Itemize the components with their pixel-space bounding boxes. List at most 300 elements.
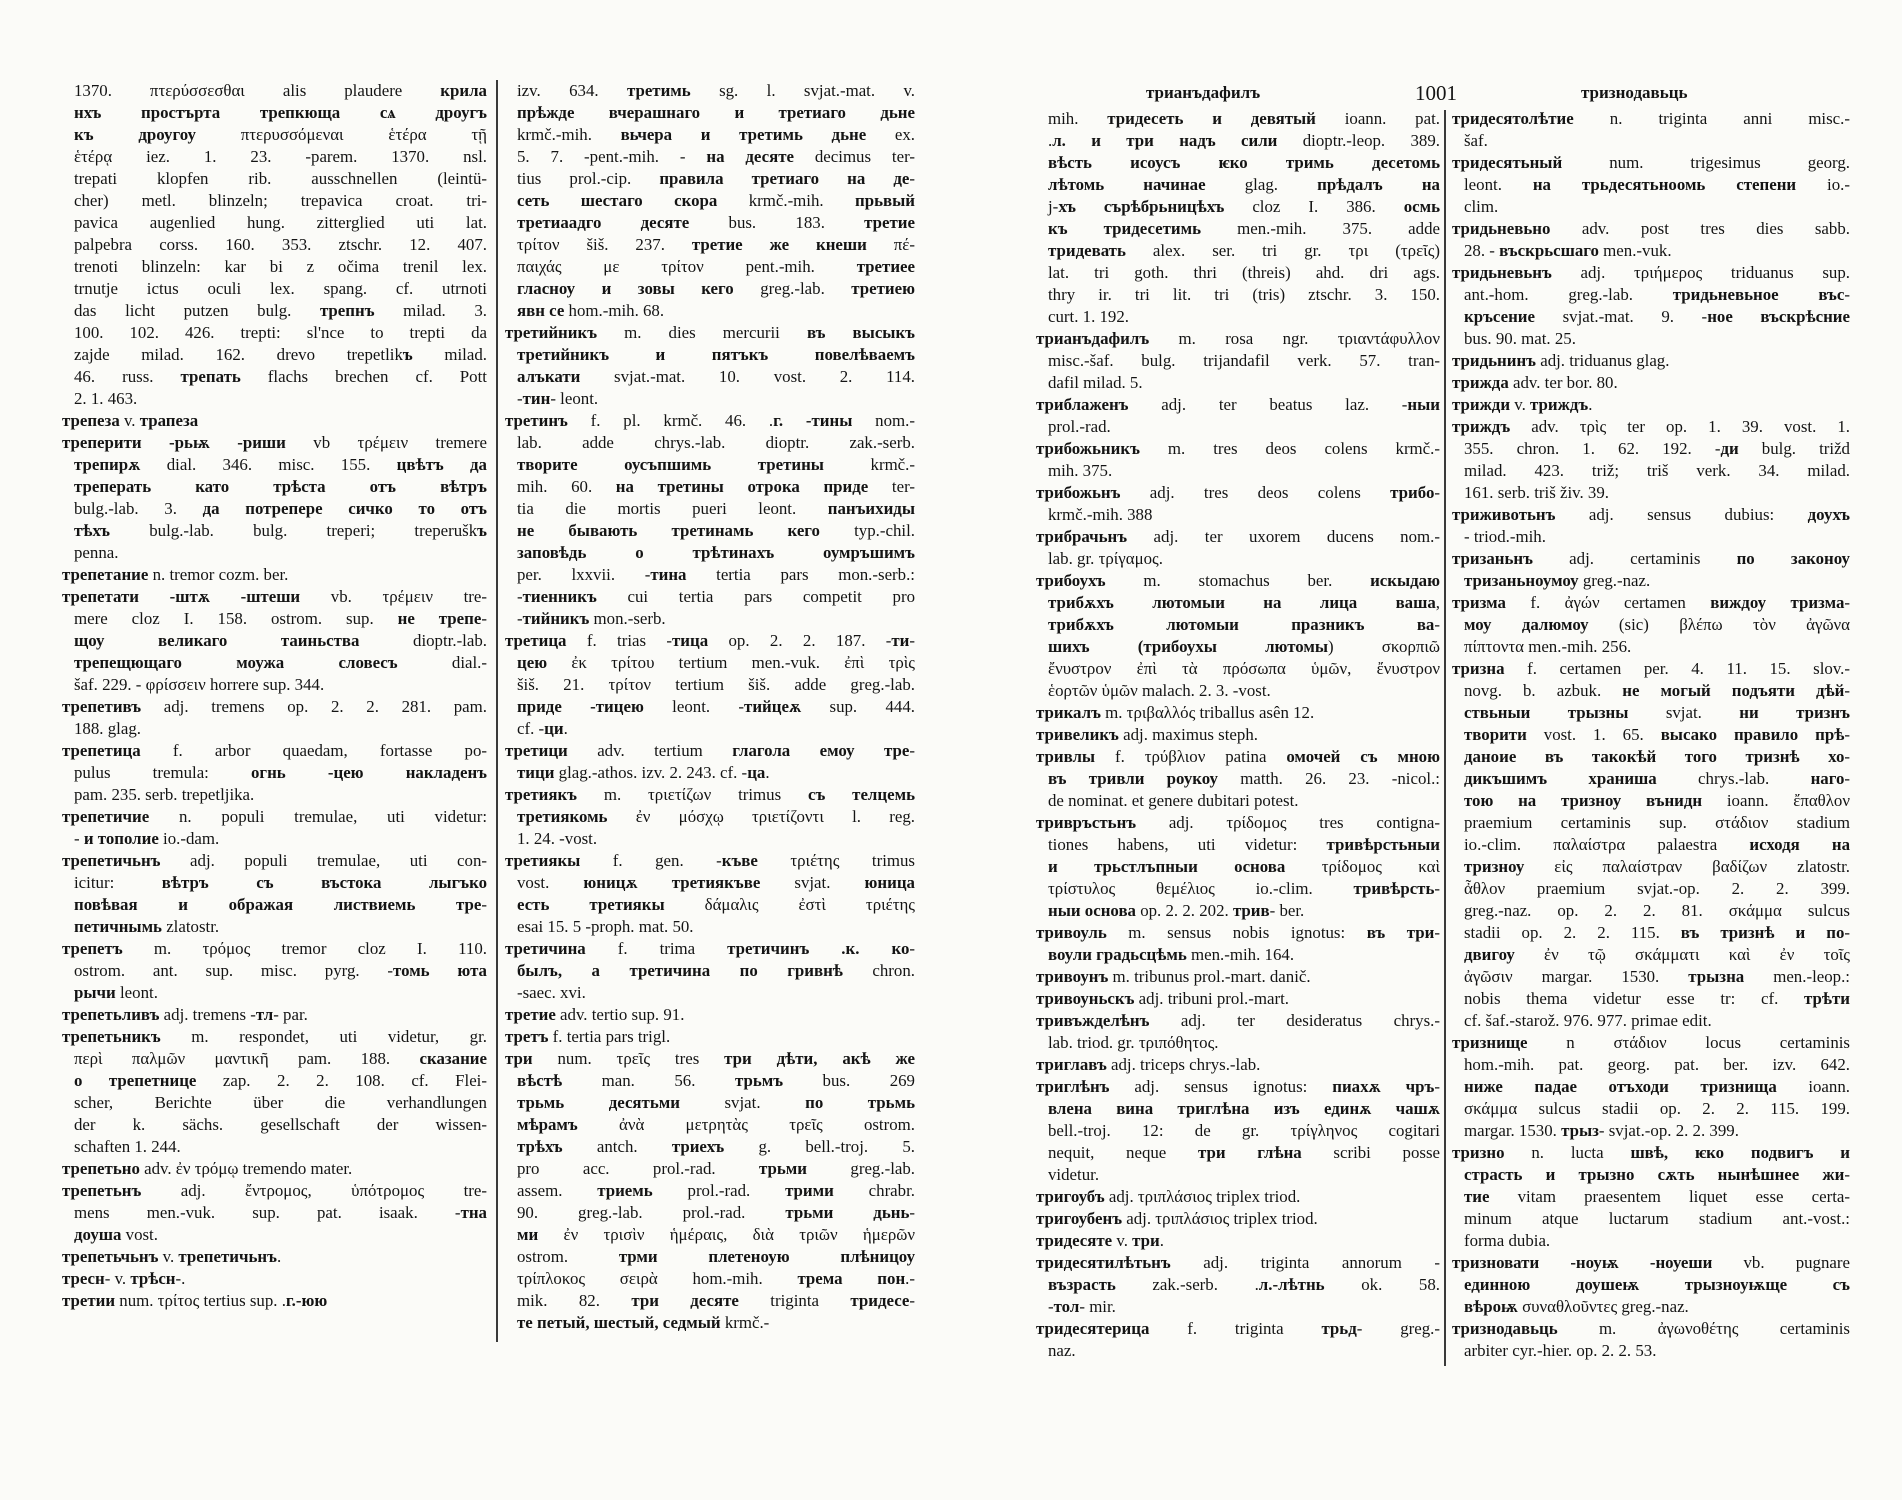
slavonic-text: триглавъ xyxy=(1036,1055,1107,1074)
entry-headword-line: трепетьливъ adj. tremens -тл- par. xyxy=(62,1005,308,1024)
text-line: -тийникъ mon.-serb. xyxy=(517,609,666,628)
text-line: tia die mortis pueri leont. панъихиды xyxy=(517,499,915,518)
dictionary-entry xyxy=(1452,350,1850,372)
entry-headword-line: третие adv. tertio sup. 91. xyxy=(505,1005,685,1024)
entry-headword-line: трижда adv. ter bor. 80. xyxy=(1452,373,1618,392)
text-line: novg. b. azbuk. не могый подъяти дѣй- xyxy=(1464,681,1850,700)
text-line: 188. glag. xyxy=(74,719,141,738)
dictionary-entry xyxy=(1452,1142,1850,1252)
entry-headword-line: тригоубенъ adj. τριπλάσιος triplex triod. xyxy=(1036,1209,1318,1228)
slavonic-text: ти xyxy=(891,631,910,650)
dictionary-entry xyxy=(62,806,487,850)
slavonic-text: третие же кнеши xyxy=(691,235,867,254)
entry-headword-line: трикалъ m. τριβαλλός triballus asên 12. xyxy=(1036,703,1315,722)
page-number: 1001 xyxy=(1415,81,1457,105)
slavonic-text: третъ xyxy=(505,1027,549,1046)
text-line: о трепетнице zap. 2. 2. 108. cf. Flei- xyxy=(74,1071,487,1090)
dictionary-entry xyxy=(1036,1076,1440,1186)
entry-headword-line: тригоубъ adj. τριπλάσιος triplex triod. xyxy=(1036,1187,1301,1206)
slavonic-text: ди xyxy=(1720,439,1739,458)
slavonic-text: явн се xyxy=(517,301,565,320)
text-line: третиякомь ἐν μόσχῳ τριετίζοντι l. reg. xyxy=(517,807,915,826)
text-line: cf. šaf.-starož. 976. 977. primae edit. xyxy=(1464,1011,1712,1030)
dictionary-entry xyxy=(1036,570,1440,702)
text-line: minum atque luctarum stadium ant.-vost.: xyxy=(1464,1209,1850,1228)
text-line: leont. на трьдесятьноомь степени io.- xyxy=(1464,175,1850,194)
entry-headword-line: трепетичьнъ adj. populi tremulae, uti con- xyxy=(62,851,487,870)
text-line: nequit, neque три глѣна scribi posse xyxy=(1048,1143,1440,1162)
text-line: greg.-naz. op. 2. 2. 81. σκάμμα sulcus xyxy=(1464,901,1850,920)
slavonic-text: ми xyxy=(517,1225,539,1244)
dictionary-entry xyxy=(1036,922,1440,966)
slavonic-text: трибожьнъ xyxy=(1036,483,1121,502)
slavonic-text: ныи xyxy=(1407,395,1440,414)
dictionary-entry xyxy=(1452,262,1850,350)
text-line: моу далюмоу (sic) βλέπω τὸν ἀγῶνα xyxy=(1464,615,1851,634)
slavonic-text: три дѣти, акѣ же xyxy=(724,1049,916,1068)
text-line: krmč.-mih. 388 xyxy=(1048,505,1153,524)
text-line: pulus tremula: огнь -цею накладенъ xyxy=(74,763,487,782)
dictionary-entry xyxy=(1452,504,1850,548)
slavonic-text: трепетъ xyxy=(62,939,123,958)
dictionary-entry xyxy=(62,564,487,586)
slavonic-text: алъкати xyxy=(517,367,581,386)
text-line: ствьныи трызны svjat. ни тризнъ xyxy=(1464,703,1850,722)
dictionary-entry xyxy=(1036,1208,1440,1230)
entry-headword-line: трепетьно adv. ἐν τρόμῳ tremendo mater. xyxy=(62,1159,353,1178)
dictionary-entry xyxy=(1036,1318,1440,1362)
slavonic-text: тие xyxy=(1464,1187,1490,1206)
text-line: тризноу εἰς παλαίστραν βαδίζων zlatostr. xyxy=(1464,857,1850,876)
dictionary-entry xyxy=(1452,218,1850,262)
slavonic-text: третимь xyxy=(626,81,691,100)
dictionary-entry xyxy=(62,1290,487,1312)
text-line: мѣрамъ ἀνὰ μετρητὰς τρεῖς ostrom. xyxy=(517,1115,915,1134)
entry-headword-line: трепетичие n. populi tremulae, uti videtur: xyxy=(62,807,487,826)
slavonic-text: трикалъ xyxy=(1036,703,1101,722)
text-line: - и тополие io.-dam. xyxy=(74,829,220,848)
slavonic-text: даноие въ такокѣй того тризнѣ хо xyxy=(1464,747,1845,766)
entry-continuation xyxy=(505,80,915,322)
slavonic-text: г. -тины xyxy=(773,411,853,430)
text-line: trnutje ictus oculi lex. spang. cf. utrnoti xyxy=(74,279,487,298)
dictionary-entry xyxy=(505,784,915,850)
slavonic-text: по трьмь xyxy=(805,1093,915,1112)
text-line: воули градьсцѣмь men.-mih. 164. xyxy=(1048,945,1295,964)
entry-headword-line: тридьневьно adv. post tres dies sabb. xyxy=(1452,219,1850,238)
text-line: тою на тризноу вънидн ioann. ἔπαθλον xyxy=(1464,791,1850,810)
text-line: вѣроѭ συναθλοῦντες greg.-naz. xyxy=(1464,1297,1689,1316)
slavonic-text: трибоухъ xyxy=(1036,571,1106,590)
entry-headword-line: третичина f. trima третичинъ .к. ко- xyxy=(505,939,915,958)
dictionary-entry xyxy=(1452,152,1850,218)
text-line: penna. xyxy=(74,543,119,562)
text-line: pam. 235. serb. trepetljika. xyxy=(74,785,255,804)
slavonic-text: трижди xyxy=(1452,395,1511,414)
slavonic-text: трепетьчьнъ xyxy=(62,1247,159,1266)
slavonic-text: тица xyxy=(672,631,709,650)
text-line: pavica augenlied hung. zitterglied uti lat. xyxy=(74,213,487,232)
slavonic-text: страсть и трызно сѫть нынѣшнее жи xyxy=(1464,1165,1845,1184)
text-line: ἀγῶσιν margar. 1530. трызна men.-leop.: xyxy=(1464,967,1850,986)
text-line: доуша vost. xyxy=(74,1225,158,1244)
text-line: повѣвая и ображая листвиемь тре- xyxy=(74,895,487,914)
text-line: margar. 1530. трыз- svjat.-op. 2. 2. 399. xyxy=(1464,1121,1739,1140)
slavonic-text: воули градьсцѣмь xyxy=(1048,945,1187,964)
text-line: praemium certaminis sup. στάδιον stadium xyxy=(1464,813,1850,832)
column-rule xyxy=(496,80,498,1342)
text-line: misc.-šaf. bulg. trijandafil verk. 57. tran- xyxy=(1048,351,1440,370)
slavonic-text: тригоубенъ xyxy=(1036,1209,1123,1228)
slavonic-text: цвѣтъ да xyxy=(396,455,487,474)
text-line: - triod.-mih. xyxy=(1464,527,1546,546)
slavonic-text: дикъшимъ храниша xyxy=(1464,769,1657,788)
entry-headword-line: трепетивъ adj. tremens op. 2. 2. 281. pam. xyxy=(62,697,487,716)
slavonic-text: трѣхъ xyxy=(517,1137,563,1156)
slavonic-text: трьми xyxy=(759,1159,808,1178)
text-column-3 xyxy=(1036,108,1440,1362)
text-line: mih. тридесеть и девятый ioann. pat. xyxy=(1048,109,1440,128)
slavonic-text: прѣдалъ на xyxy=(1317,175,1440,194)
dictionary-entry xyxy=(1452,1252,1850,1318)
text-line: алъкати svjat.-mat. 10. vost. 2. 114. xyxy=(517,367,915,386)
dictionary-entry xyxy=(1036,702,1440,724)
slavonic-text: трѣти xyxy=(1804,989,1850,1008)
slavonic-text: прѣжде вчерашнаго и третиаго дьне xyxy=(517,103,915,122)
entry-headword-line: трибожьнъ adj. tres deos colens трибо- xyxy=(1036,483,1440,502)
slavonic-text: на третины отрока приде xyxy=(615,477,869,496)
entry-headword-line: тривъжделѣнъ adj. ter desideratus chrys.- xyxy=(1036,1011,1440,1030)
slavonic-text: трепетивъ xyxy=(62,697,142,716)
text-line xyxy=(505,542,915,564)
text-line: те петый, шестый, седмый krmč.- xyxy=(517,1313,770,1332)
slavonic-text: искыдаю xyxy=(1370,571,1440,590)
entry-headword-line: тризна f. certamen per. 4. 11. 15. slov.- xyxy=(1452,659,1850,678)
text-line: вѣстѣ man. 56. трьмъ bus. 269 xyxy=(517,1071,915,1090)
text-line: щоу великаго таиньства dioptr.-lab. xyxy=(74,631,487,650)
slavonic-text: тридесятерица xyxy=(1036,1319,1150,1338)
slavonic-text: цею xyxy=(517,653,548,672)
slavonic-text: трибѫхъ лютомыи на лица ваша xyxy=(1048,593,1436,612)
text-line: bus. 90. mat. 25. xyxy=(1464,329,1576,348)
text-line: тици glag.-athos. izv. 2. 243. cf. -ца. xyxy=(517,763,770,782)
slavonic-text: ниже падае отъходи тризнища xyxy=(1464,1077,1777,1096)
slavonic-text: триглѣнъ xyxy=(1036,1077,1110,1096)
slavonic-text: шихъ (трибоухы лютомы xyxy=(1048,637,1329,656)
text-line: ми ἐν τρισὶν ἡμέραις, διὰ τριῶν ἡμερῶν xyxy=(517,1225,915,1244)
entry-headword-line: тридесятолѣтие n. triginta anni misc.- xyxy=(1452,109,1850,128)
slavonic-text: трибрачьнъ xyxy=(1036,527,1128,546)
text-line: трибѫхъ лютомыи празникъ ва- xyxy=(1048,615,1440,634)
entry-headword-line: триждъ adv. τρὶς ter op. 1. 39. vost. 1. xyxy=(1452,417,1850,436)
slavonic-text: въ высыкъ xyxy=(806,323,916,342)
text-line: къ дроугоу πτερυσσόμεναι ἑτέρα τῇ xyxy=(74,125,487,144)
dictionary-entry xyxy=(1036,812,1440,922)
text-line: palpebra corss. 160. 353. ztschr. 12. 407. xyxy=(74,235,487,254)
text-line: .л. и три надъ сили dioptr.-leop. 389. xyxy=(1048,131,1440,150)
slavonic-text: третици xyxy=(505,741,568,760)
dictionary-entry xyxy=(1452,1318,1850,1362)
text-line: лѣтомь начинае glag. прѣдалъ на xyxy=(1048,175,1440,194)
text-line: страсть и трызно сѫть нынѣшнее жи- xyxy=(1464,1165,1850,1184)
dictionary-entry xyxy=(505,1004,915,1026)
slavonic-text: вѣсть исоусъ ѥко тримь десетомь xyxy=(1048,153,1440,172)
text-line: io.-clim. παλαίστρα palaestra исходя на xyxy=(1464,835,1851,854)
text-line xyxy=(1036,1098,1440,1120)
entry-headword-line: тривоуль m. sensus nobis ignotus: въ три- xyxy=(1036,923,1441,942)
text-line: и трьстлъпныи основа τρίδομος καὶ xyxy=(1048,857,1441,876)
text-line: naz. xyxy=(1048,1341,1076,1360)
slavonic-text: трепать xyxy=(180,367,241,386)
dictionary-entry xyxy=(1036,746,1440,812)
text-line: schaften 1. 244. xyxy=(74,1137,181,1156)
slavonic-text: тридесеть и девятый xyxy=(1107,109,1316,128)
text-line: ἔνυστρον ἐπὶ τὰ πρόσωπα ὑμῶν, ἔνυστρον xyxy=(1048,659,1440,678)
text-line: lab. triod. gr. τριπόθητος. xyxy=(1048,1033,1219,1052)
text-line xyxy=(62,476,487,498)
slavonic-text: тл xyxy=(255,1005,274,1024)
text-line: дикъшимъ храниша chrys.-lab. наго- xyxy=(1464,769,1850,788)
text-line: тѣхъ bulg.-lab. bulg. treperi; treperuškъ xyxy=(74,521,487,540)
slavonic-text: высако правило прѣ xyxy=(1660,725,1845,744)
text-line: 161. serb. triš živ. 39. xyxy=(1464,483,1609,502)
slavonic-text: третие xyxy=(505,1005,556,1024)
entry-headword-line: трепетьнъ adj. ἔντρομος, ὑπότρομος tre- xyxy=(62,1181,487,1200)
slavonic-text: три глѣна xyxy=(1197,1143,1302,1162)
slavonic-text: третиякъ xyxy=(505,785,578,804)
text-line: тие vitam praesentem liquet esse certa- xyxy=(1464,1187,1850,1206)
slavonic-text: трепетьно xyxy=(62,1159,140,1178)
slavonic-text: кръсение xyxy=(1464,307,1536,326)
slavonic-text: сказание xyxy=(419,1049,487,1068)
entry-headword-line: тризнодавьць m. ἀγωνοθέτης certaminis xyxy=(1452,1319,1850,1338)
slavonic-text: въ тризнѣ и по xyxy=(1680,923,1845,942)
slavonic-text: правила третиаго на де xyxy=(659,169,910,188)
slavonic-text: тридесятолѣтие xyxy=(1452,109,1574,128)
entry-headword-line: тридесятерица f. triginta трьд- greg.- xyxy=(1036,1319,1440,1338)
text-line: hom.-mih. pat. georg. pat. ber. izv. 642. xyxy=(1464,1055,1850,1074)
slavonic-text: вьчера и третимь дьне xyxy=(620,125,867,144)
slavonic-text: творити xyxy=(1464,725,1527,744)
text-line xyxy=(62,102,487,124)
slavonic-text: сеть шестаго скора xyxy=(517,191,718,210)
text-line: 1370. πτερύσσεσθαι alis plaudere крила xyxy=(74,81,487,100)
slavonic-text: г.-юю xyxy=(285,1291,328,1310)
text-line: трепирѫ dial. 346. misc. 155. цвѣтъ да xyxy=(74,455,487,474)
text-line: третиаадго десяте bus. 183. третие xyxy=(517,213,915,232)
slavonic-text: нхъ простърта трепкюща сѧ дроугъ xyxy=(74,103,487,122)
text-line: трибѫхъ лютомыи на лица ваша, xyxy=(1048,593,1440,612)
text-line: гласноу и зовы кего greg.-lab. третиею xyxy=(517,279,916,298)
slavonic-text: творите оусъпшимь третины xyxy=(517,455,824,474)
dictionary-entry xyxy=(1036,1230,1440,1252)
text-line: възрасть zak.-serb. .л.-лѣтнь ok. 58. xyxy=(1048,1275,1440,1294)
text-line: stadii op. 2. 2. 115. въ тризнѣ и по- xyxy=(1464,923,1850,942)
text-line: цею ἐκ τρίτου tertium men.-vuk. ἐπὶ τρὶς xyxy=(517,653,915,672)
entry-headword-line: третици adv. tertium глагола емоу тре- xyxy=(505,741,915,760)
slavonic-text: въскрьсшаго xyxy=(1499,241,1599,260)
entry-headword-line: тресн- v. трѣсн-. xyxy=(62,1269,186,1288)
text-line: τρίπλοκος σειρὰ hom.-mih. трема пон.- xyxy=(517,1269,916,1288)
text-line xyxy=(505,102,915,124)
text-line: das licht putzen bulg. трепнъ milad. 3. xyxy=(74,301,487,320)
entry-headword-line: третъ f. tertia pars trigl. xyxy=(505,1027,671,1046)
slavonic-text: трызна xyxy=(1688,967,1745,986)
slavonic-text: тризна xyxy=(1452,659,1505,678)
text-line: творити vost. 1. 65. высако правило прѣ- xyxy=(1464,725,1850,744)
right-page xyxy=(951,0,1902,1500)
text-line: τρίστυλος θεμέλιος io.-clim. тривѣрсть- xyxy=(1048,879,1440,898)
slavonic-text: л.-лѣтнь xyxy=(1258,1275,1325,1294)
text-line: cher) metl. blinzeln; trepavica croat. tri- xyxy=(74,191,487,210)
slavonic-text: тридьневьное въс xyxy=(1672,285,1845,304)
text-line: ostrom. ant. sup. misc. pyrg. -томь юта xyxy=(74,961,487,980)
text-column-2 xyxy=(505,80,915,1334)
text-line: ныи основа op. 2. 2. 202. трив- ber. xyxy=(1048,901,1305,920)
text-line: vost. юницѫ третиякъве svjat. юница xyxy=(517,873,915,892)
column-rule xyxy=(1444,110,1446,1366)
slavonic-text: трепетичьнъ xyxy=(62,851,161,870)
text-line: ἑορτῶν ὑμῶν malach. 2. 3. -vost. xyxy=(1048,681,1271,700)
entry-headword-line: третинъ f. pl. krmč. 46. .г. -тины nom.- xyxy=(505,411,915,430)
slavonic-text: третиякы xyxy=(505,851,581,870)
slavonic-text: въ три xyxy=(1366,923,1435,942)
slavonic-text: крила xyxy=(440,81,487,100)
text-line: 2. 1. 463. xyxy=(74,389,138,408)
text-line: izv. 634. третимь sg. l. svjat.-mat. v. xyxy=(517,81,915,100)
entry-headword-line: трепетица f. arbor quaedam, fortasse po- xyxy=(62,741,487,760)
dictionary-entry xyxy=(505,850,915,938)
text-line: der k. sächs. gesellschaft der wissen- xyxy=(74,1115,487,1134)
entry-continuation xyxy=(1036,108,1440,328)
text-line: σκάμμα sulcus stadii op. 2. 2. 115. 199. xyxy=(1464,1099,1850,1118)
slavonic-text: трими xyxy=(785,1181,834,1200)
slavonic-text: не могый подъяти дѣй xyxy=(1622,681,1845,700)
text-line: περὶ παλμῶν μαντικῆ pam. 188. сказание xyxy=(74,1049,487,1068)
slavonic-text: съ телцемь xyxy=(808,785,915,804)
slavonic-text: тризновати -ноуѭ -ноуеши xyxy=(1452,1253,1713,1272)
slavonic-text: тридесе xyxy=(850,1291,910,1310)
slavonic-text: исходя на xyxy=(1749,835,1851,854)
dictionary-entry xyxy=(62,1026,487,1158)
text-line: bell.-troj. 12: de gr. τρίγληνος cogitari xyxy=(1048,1121,1440,1140)
slavonic-text: въ тривли роукоу xyxy=(1048,769,1218,788)
text-line: ниже падае отъходи тризнища ioann. xyxy=(1464,1077,1850,1096)
text-line: 1. 24. -vost. xyxy=(517,829,598,848)
slavonic-text: тризаньнъ xyxy=(1452,549,1533,568)
text-line: krmč.-mih. вьчера и третимь дьне ex. xyxy=(517,125,915,144)
slavonic-text: повѣвая и ображая листвиемь тре xyxy=(74,895,482,914)
slavonic-text: ци xyxy=(544,719,564,738)
slavonic-text: третица xyxy=(505,631,567,650)
dictionary-entry xyxy=(505,1048,915,1334)
text-line: icitur: вѣтръ съ въстока лыгъко xyxy=(74,873,487,892)
slavonic-text: къве xyxy=(721,851,758,870)
slavonic-text: единною доушеѭ трызноуѭще съ xyxy=(1464,1275,1850,1294)
slavonic-text: пиахѫ чръ xyxy=(1332,1077,1435,1096)
text-line: явн се hom.-mih. 68. xyxy=(517,301,665,320)
dictionary-entry xyxy=(505,938,915,1004)
slavonic-text: тридьневьно xyxy=(1452,219,1551,238)
slavonic-text: двигоу xyxy=(1464,945,1515,964)
slavonic-text: възрасть xyxy=(1048,1275,1116,1294)
entry-headword-line: тридьневьнъ adj. τριήμερος triduanus sup. xyxy=(1452,263,1850,282)
slavonic-text: третиее xyxy=(856,257,915,276)
dictionary-entry xyxy=(1036,724,1440,746)
slavonic-text: третичина xyxy=(505,939,586,958)
slavonic-text: третийникъ xyxy=(505,323,598,342)
slavonic-text: тривѣрсть xyxy=(1353,879,1435,898)
slavonic-text: не трепе xyxy=(397,609,482,628)
slavonic-text: доухъ xyxy=(1807,505,1850,524)
slavonic-text: и трьстлъпныи основа xyxy=(1048,857,1286,876)
text-line: tius prol.-cip. правила третиаго на де- xyxy=(517,169,915,188)
text-line: assem. триемь prol.-rad. трими chrabr. xyxy=(517,1181,915,1200)
slavonic-text: мѣрамъ xyxy=(517,1115,578,1134)
text-line: -тин- leont. xyxy=(517,389,599,408)
text-line: nobis thema videtur esse tr: cf. трѣти xyxy=(1464,989,1850,1008)
dictionary-entry xyxy=(1036,966,1440,988)
text-line: 28. - въскрьсшаго men.-vuk. xyxy=(1464,241,1672,260)
slavonic-text: гласноу и зовы кего xyxy=(517,279,734,298)
slavonic-text: третиаадго десяте xyxy=(517,213,690,232)
dictionary-entry xyxy=(62,1268,487,1290)
slavonic-text: тризнодавьць xyxy=(1452,1319,1558,1338)
entry-headword-line: трепетание n. tremor cozm. ber. xyxy=(62,565,289,584)
slavonic-text: тризаньноумоу xyxy=(1464,571,1579,590)
text-line: ἆθλον praemium svjat.-op. 2. 2. 399. xyxy=(1464,879,1850,898)
slavonic-text: тийцеѫ xyxy=(744,697,802,716)
text-line: 46. russ. трепать flachs brechen cf. Pott xyxy=(74,367,487,386)
dictionary-entry xyxy=(1452,372,1850,394)
entry-headword-line: третица f. trias -тица op. 2. 2. 187. -ти- xyxy=(505,631,915,650)
dictionary-entry xyxy=(505,322,915,410)
slavonic-text: третинъ xyxy=(505,411,568,430)
dictionary-entry xyxy=(1452,1032,1850,1142)
dictionary-entry xyxy=(1036,394,1440,438)
slavonic-text: тривлы xyxy=(1036,747,1096,766)
dictionary-entry xyxy=(62,938,487,1004)
slavonic-text: панъихиды xyxy=(827,499,915,518)
entry-continuation xyxy=(62,80,487,410)
dictionary-entry xyxy=(1036,438,1440,482)
text-line: mens men.-vuk. sup. pat. isaak. -тна xyxy=(74,1203,487,1222)
dictionary-entry xyxy=(62,850,487,938)
text-line: dafil milad. 5. xyxy=(1048,373,1143,392)
entry-headword-line: тризнище n στάδιον locus certaminis xyxy=(1452,1033,1850,1052)
slavonic-text: трепетица xyxy=(62,741,141,760)
slavonic-text: три xyxy=(1132,1231,1160,1250)
entry-headword-line: триглавъ adj. triceps chrys.-lab. xyxy=(1036,1055,1261,1074)
text-line: milad. 423. triž; triš verk. 34. milad. xyxy=(1464,461,1850,480)
slavonic-text: трибо xyxy=(1390,483,1435,502)
text-line: не бывають третинамь кего typ.-chil. xyxy=(517,521,915,540)
slavonic-text: л. и три надъ сили xyxy=(1052,131,1278,150)
slavonic-text: тиенникъ xyxy=(522,587,597,606)
slavonic-text: трепещющаго моужа словесъ xyxy=(74,653,398,672)
text-line: prol.-rad. xyxy=(1048,417,1111,436)
slavonic-text: осмь xyxy=(1403,197,1441,216)
slavonic-text: швѣ, ѥко подвигъ и xyxy=(1630,1143,1850,1162)
slavonic-text: о трепетнице xyxy=(74,1071,197,1090)
slavonic-text: на десяте xyxy=(706,147,794,166)
slavonic-text: третийникъ и пятъкъ повелѣваемъ xyxy=(517,345,915,364)
slavonic-text: вѣтръ съ въстока лыгъко xyxy=(161,873,487,892)
entry-headword-line: третии num. τρίτος tertius sup. .г.-юю xyxy=(62,1291,328,1310)
text-line: videtur. xyxy=(1048,1165,1100,1184)
slavonic-text: трепетати -штѫ -штеши xyxy=(62,587,301,606)
entry-headword-line: трижди v. триждъ. xyxy=(1452,395,1593,414)
